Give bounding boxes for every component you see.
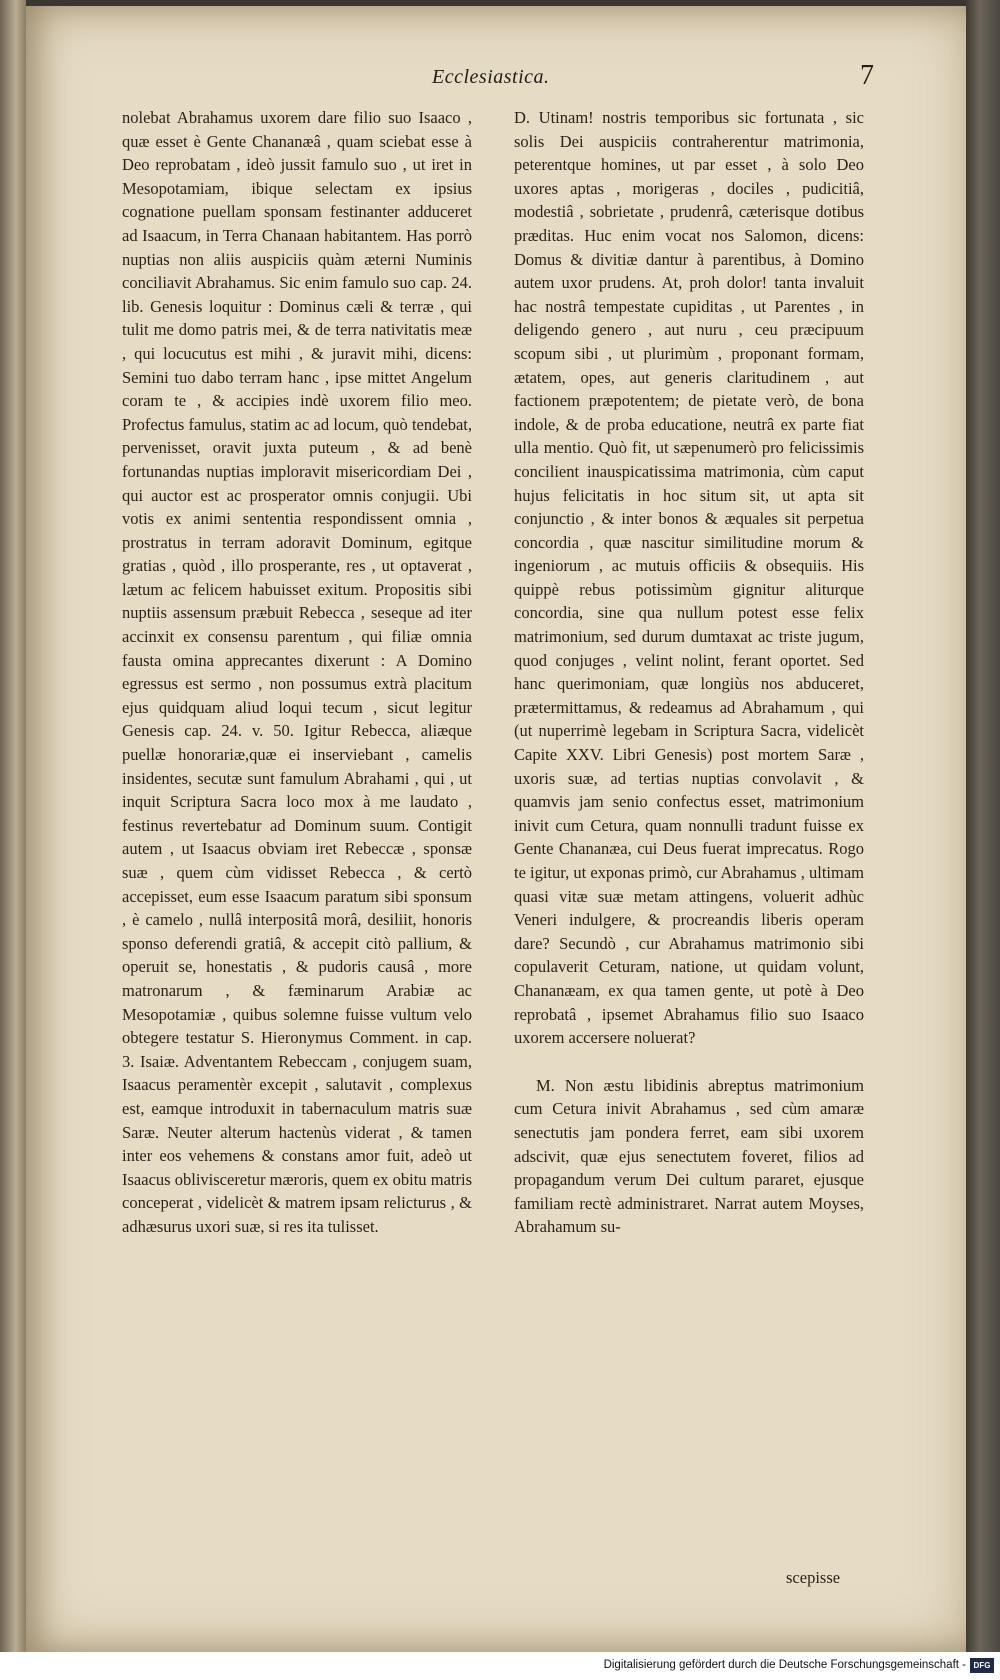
book-binding (966, 0, 1000, 1652)
dfg-logo-icon: DFG (970, 1658, 994, 1673)
footer-bar (0, 1652, 1000, 1680)
left-column (122, 106, 472, 1239)
page-number: 7 (860, 60, 874, 91)
footer-credit: Digitalisierung gefördert durch die Deutsche Forschungsgemeinschaft - (603, 1659, 966, 1671)
page-header (96, 60, 874, 94)
book-page (26, 6, 970, 1652)
catchword: scepisse (786, 1568, 841, 1587)
right-paragraph-1: D. Utinam! nostris temporibus sic fortunata , sic solis Dei auspiciis contraherentur matrimonia, peterentque homines, ut par esset , à solo Deo uxores aptas , morigeras , dociles , pudicitiâ, modestiâ , sobrietate , prudenrâ, cæterisque dotibus præditas. Huc enim vocat nos Salomon, dicens: Domus & divitiæ dantur à parentibus, à Domino autem uxor prudens. At, proh dolor! tanta invaluit hac nostrâ tempestate cupiditas , ut Parentes , in deligendo genero , aut nuru , ceu præcipuum scopum sibi , ut plurimùm , proponant formam, ætatem, opes, aut generis claritudinem , aut factionem præpotentem; de pietate verò, de bona indole, & de proba educatione, neutrâ ex parte fiat ulla mentio. Quò fit, ut sæpenumerò pro felicissimis concilient inauspicatissima matrimonia, cùm caput hujus felicitatis in hoc situm sit, ut apta sit conjunctio , & inter bonos & æquales sit perpetua concordia , quæ nascitur similitudine morum & ingeniorum , ac mutuis officiis & obsequiis. His quippè rebus potissimùm gignitur aliturque concordia, sine qua nullum potest esse felix matrimonium, sed durum dumtaxat ac triste jugum, quod conjuges , velint nolint, ferant oportet. Sed hanc querimoniam, quæ longiùs nos abduceret, prætermittamus, & redeamus ad Abrahamum , qui (ut nuperrimè legebam in Scriptura Sacra, videlicèt Capite XXV. Libri Genesis) post mortem Saræ , uxoris suæ, ad tertias nuptias convolavit , & quamvis jam senio confectus esset, matrimonium inivit cum Cetura, quam nonnulli tradunt fuisse ex Gente Chananæa, cui Deus fuerat imprecatus. Rogo te igitur, ut exponas primò, cur Abrahamus , ultimam quasi vitæ suæ metam attingens, voluerit adhùc Veneri indulgere, & procreandis liberis operam dare? Secundò , cur Abrahamus matrimonio sibi copulaverit Ceturam, natione, ut quidam volunt, Chananæam, ex qua tamen gente, ut potè à Deo reprobatâ , ipsemet Abrahamus filio suo Isaaco uxorem accersere noluerat? (514, 108, 864, 1048)
left-column-text: nolebat Abrahamus uxorem dare filio suo Isaaco , quæ esset è Gente Chananæâ , quam sciebat esse à Deo reprobatam , ideò jussit famulo suo , ut iret in Mesopotamiam, ibique selectam ex ipsius cognatione puellam sponsam festinanter adduceret ad Isaacum, in Terra Chanaan habitantem. Has porrò nuptias non aliis auspiciis quàm æterni Numinis conciliavit Abrahamus. Sic enim famulo suo cap. 24. lib. Genesis loquitur : Dominus cæli & terræ , qui tulit me domo patris mei, & de terra nativitatis meæ , qui locucutus est mihi , & juravit mihi, dicens: Semini tuo dabo terram hanc , ipse mittet Angelum coram te , & accipies indè uxorem filio meo. Profectus famulus, statim ac ad locum, quò tendebat, pervenisset, oravit juxta puteum , & ad benè fortunandas nuptias imploravit misericordiam Dei , qui auctor est ac prosperator omnis conjugii. Ubi votis ex animi sententia respondissent omnia , prostratus in terram adoravit Dominum, egitque gratias , quòd , illo prosperante, res , ut optaverat , lætum ac felicem habuisset exitum. Propositis sibi nuptiis assensum præbuit Rebecca , seseque ad iter accinxit ex consensu parentum , qui filiæ omnia fausta omina apprecantes dixerunt : A Domino egressus est sermo , non possumus extrà placitum ejus quidquam aliud loqui tecum , sicut legitur Genesis cap. 24. v. 50. Igitur Rebecca, aliæque puellæ honorariæ,quæ ei inserviebant , camelis insidentes, secutæ sunt famulum Abrahami , qui , ut inquit Scriptura Sacra loco mox à me laudato , festinus revertebatur ad Dominum suum. Contigit autem , ut Isaacus obviam iret Rebeccæ , sponsæ suæ , quem cùm vidisset Rebecca , & certò accepisset, eum esse Isaacum paratum sibi sponsum , è camelo , nullâ interpositâ morâ, desiliit, honoris sponso deferendi gratiâ, & accepit citò pallium, & operuit se, honestatis , & pudoris causâ , more matronarum , & fæminarum Arabiæ ac Mesopotamiæ , quibus solemne fuisse vultum velo obtegere testatur S. Hieronymus Comment. in cap. 3. Isaiæ. Adventantem Rebeccam , conjugem suam, Isaacus peramentèr excepit , salutavit , complexus est, eamque introduxit in tabernaculum matris suæ Saræ. Neuter alterum hactenùs viderat , & tamen inter eos vehemens & constans amor fuit, adeò ut Isaacus oblivisceretur mæroris, quem ex obitu matris conceperat , videlicèt & matrem ipsam relicturus , & adhæsurus uxori suæ, si res ita tulisset. (122, 108, 472, 1236)
running-head: Ecclesiastica. (432, 66, 550, 88)
previous-page-edge (0, 0, 26, 1652)
right-paragraph-2: M. Non æstu libidinis abreptus matrimonium cum Cetura inivit Abrahamus , sed cùm amaræ senectutis jam pondera ferret, eam sibi uxorem adscivit, quæ ejus senectutem foveret, filios ad propagandum verum Dei cultum pararet, ejusque familiam rectè administraret. Narrat autem Moyses, Abrahamum su- (514, 1075, 864, 1237)
right-column (514, 106, 864, 1239)
